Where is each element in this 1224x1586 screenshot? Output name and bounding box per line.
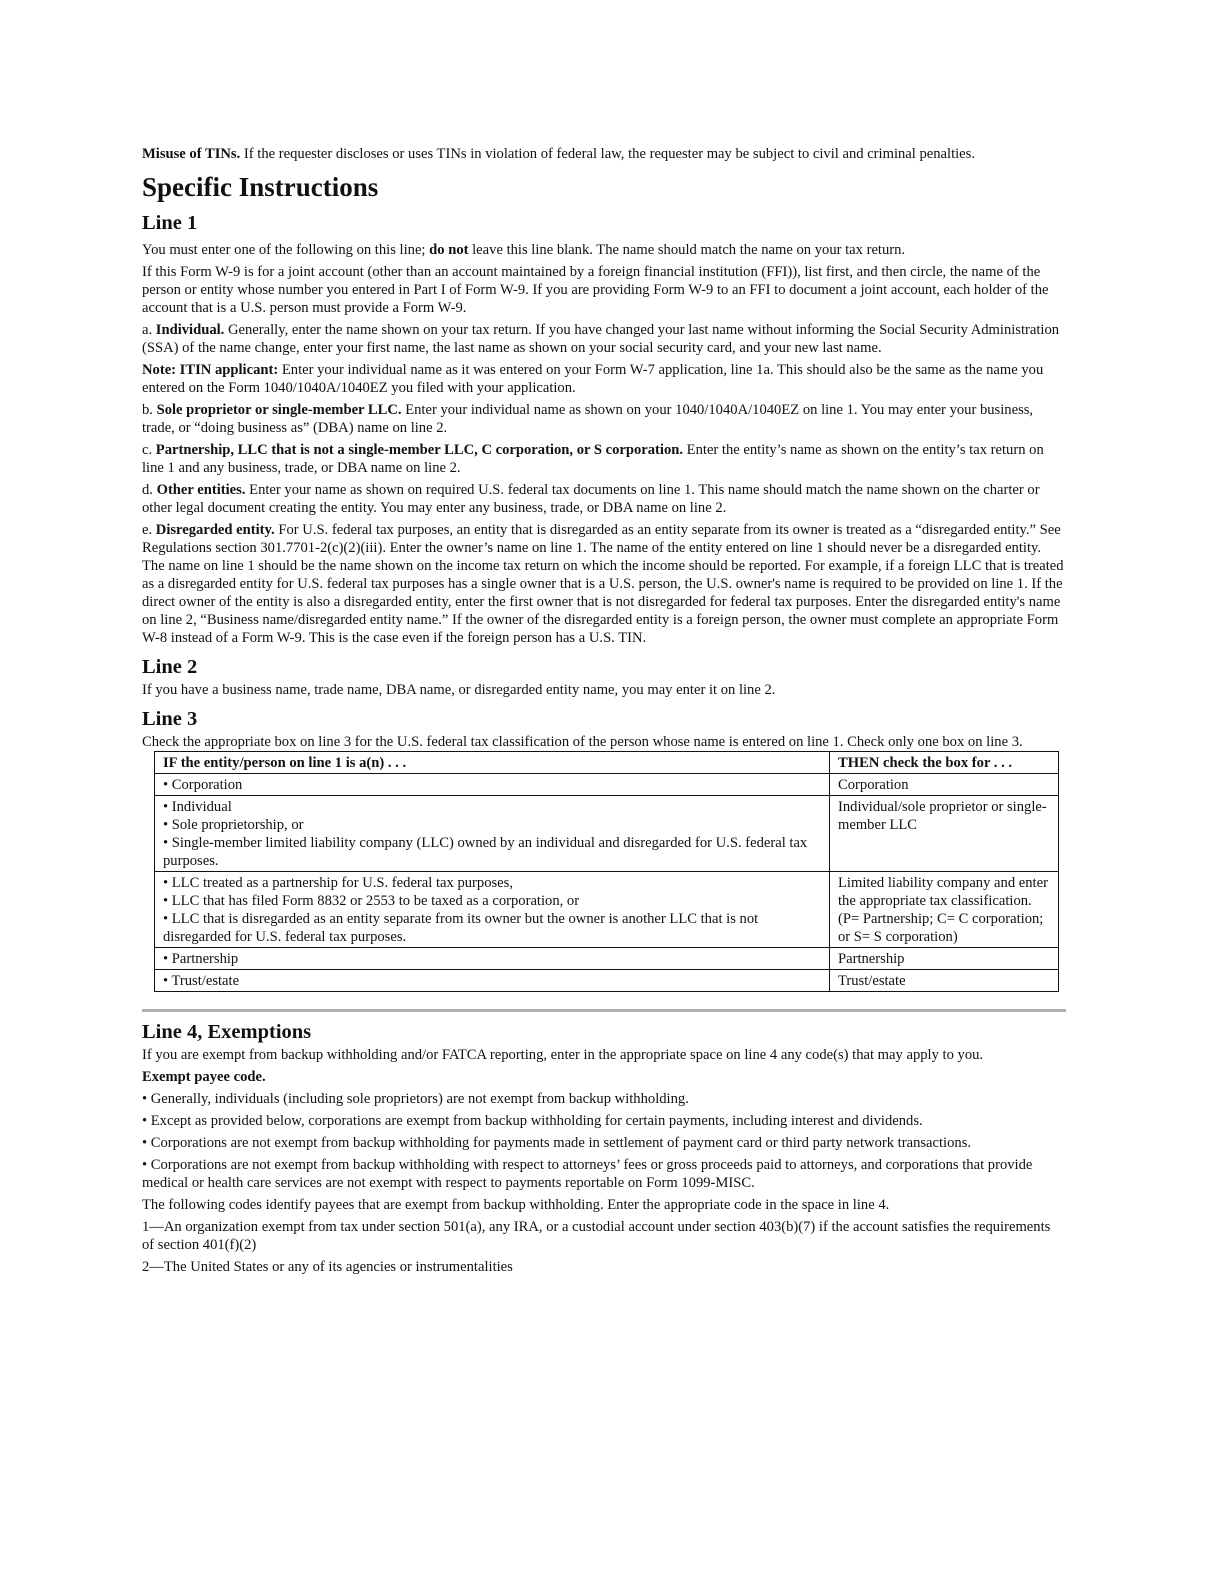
bold-text: do not — [429, 242, 469, 258]
cell-line: • Trust/estate — [163, 973, 240, 989]
table-cell-if — [155, 774, 830, 796]
line1-heading: Line 1 — [142, 212, 198, 234]
cell-line: • Partnership — [163, 951, 239, 967]
exempt-code-item: 2—The United States or any of its agencies or instrumentalities — [142, 1259, 513, 1275]
table-row — [155, 796, 1059, 872]
cell-line: • Corporation — [163, 777, 243, 793]
text: You must enter one of the following on this line; — [142, 242, 430, 258]
table-header-then: THEN check the box for . . . — [830, 752, 1059, 774]
cell-line: • Single-member limited liability company (LLC) owned by an individual and disregarded for U.S. federal tax purposes. — [163, 835, 808, 869]
table-cell-if — [155, 796, 830, 872]
line1-item — [142, 441, 1066, 477]
item-label: Individual. — [155, 322, 225, 338]
item-text: Generally, enter the name shown on your tax return. If you have changed your last name without informing the Social Security Administration (SSA) of the name change, enter your first name, the last name as shown on your social security card, and your new last name. — [142, 322, 1060, 356]
line2-heading: Line 2 — [142, 656, 198, 678]
table-cell-then: Partnership — [830, 948, 1059, 970]
item-label: Disregarded entity. — [155, 522, 275, 538]
line1-item — [142, 321, 1066, 357]
bullet-item: • Generally, individuals (including sole proprietors) are not exempt from backup withholding. — [142, 1091, 689, 1107]
section-divider — [142, 1009, 1066, 1012]
table-row — [155, 948, 1059, 970]
line4-paragraph: If you are exempt from backup withholding and/or FATCA reporting, enter in the appropriate space on line 4 any code(s) that may apply to you. — [142, 1047, 984, 1063]
cell-line: • LLC treated as a partnership for U.S. federal tax purposes, — [163, 875, 513, 891]
exempt-payee-heading — [142, 1068, 1066, 1086]
bullet-item: • Corporations are not exempt from backup withholding for payments made in settlement of payment card or third party network transactions. — [142, 1135, 972, 1151]
misuse-text: If the requester discloses or uses TINs in violation of federal law, the requester may be subject to civil and criminal penalties. — [240, 146, 975, 162]
text: leave this line blank. The name should match the name on your tax return. — [468, 242, 906, 258]
table-header-row — [155, 752, 1059, 774]
table-cell-then: Corporation — [830, 774, 1059, 796]
document-page — [142, 145, 1066, 1280]
bullet-item: • Except as provided below, corporations are exempt from backup withholding for certain payments, including interest and dividends. — [142, 1113, 923, 1129]
misuse-paragraph — [142, 145, 1066, 163]
item-label: Partnership, LLC that is not a single-member LLC, C corporation, or S corporation. — [155, 442, 684, 458]
line1-joint-paragraph: If this Form W-9 is for a joint account (other than an account maintained by a foreign financial institution (FFI)), list first, and then circle, the name of the person or entity whose number you entered in Part I of Form W-9. If you are providing Form W-9 to an FFI to document a joint account, each holder of the account that is a U.S. person must provide a Form W-9. — [142, 264, 1049, 316]
item-label: Other entities. — [156, 482, 246, 498]
table-cell-then: Limited liability company and enter the appropriate tax classification. (P= Partnership; C= C corporation; or S= S corporation) — [830, 872, 1059, 948]
bold-text: Exempt payee code. — [142, 1069, 266, 1085]
table-cell-if — [155, 948, 830, 970]
item-text: For U.S. federal tax purposes, an entity that is disregarded as an entity separate from its owner is treated as a “disregarded entity.” See Regulations section 301.7701-2(c)(2)(iii). Enter the owner’s name on line 1. The name of the entity entered on line 1 should never be a disregarded entity. The name on line 1 should be the name shown on the income tax return on which the income should be reported. For example, if a foreign LLC that is treated as a disregarded entity for U.S. federal tax purposes has a single owner that is a U.S. person, the U.S. owner's name is required to be provided on line 1. If the direct owner of the entity is also a disregarded entity, enter the first owner that is not disregarded for federal tax purposes. Enter the disregarded entity's name on line 2, “Business name/disregarded entity name.” If the owner of the disregarded entity is a foreign person, the owner must complete an appropriate Form W-8 instead of a Form W-9. This is the case even if the foreign person has a U.S. TIN. — [142, 522, 1064, 646]
misuse-label: Misuse of TINs. — [142, 146, 241, 162]
line1-item — [142, 481, 1066, 517]
item-prefix: b. — [142, 402, 157, 418]
item-text: Enter your name as shown on required U.S. federal tax documents on line 1. This name should match the name shown on the charter or other legal document creating the entity. You may enter any business, trade, or DBA name on line 2. — [142, 482, 1040, 516]
item-prefix: a. — [142, 322, 156, 338]
table-cell-then: Individual/sole proprietor or single-member LLC — [830, 796, 1059, 872]
codes-intro: The following codes identify payees that are exempt from backup withholding. Enter the appropriate code in the space in line 4. — [142, 1197, 890, 1213]
exempt-code-item: 1—An organization exempt from tax under section 501(a), any IRA, or a custodial account under section 403(b)(7) if the account satisfies the requirements of section 401(f)(2) — [142, 1219, 1051, 1253]
table-cell-then: Trust/estate — [830, 970, 1059, 992]
line2-paragraph: If you have a business name, trade name, DBA name, or disregarded entity name, you may enter it on line 2. — [142, 682, 776, 698]
line1-items — [142, 321, 1066, 647]
table-row — [155, 970, 1059, 992]
page-title: Specific Instructions — [142, 172, 379, 202]
cell-line: • LLC that has filed Form 8832 or 2553 to be taxed as a corporation, or — [163, 893, 580, 909]
item-text: Enter your individual name as it was entered on your Form W-7 application, line 1a. This should also be the same as the name you entered on the Form 1040/1040A/1040EZ you filed with your application. — [142, 362, 1044, 396]
table-row — [155, 774, 1059, 796]
item-label: Note: ITIN applicant: — [142, 362, 279, 378]
item-text: Enter your individual name as shown on your 1040/1040A/1040EZ on line 1. You may enter your business, trade, or “doing business as” (DBA) name on line 2. — [142, 402, 1034, 436]
line1-item — [142, 361, 1066, 397]
cell-line: • Sole proprietorship, or — [163, 817, 304, 833]
line1-item — [142, 401, 1066, 437]
table-header-if: IF the entity/person on line 1 is a(n) . . . — [155, 752, 830, 774]
exempt-codes — [142, 1218, 1066, 1276]
item-prefix: e. — [142, 522, 156, 538]
table-row — [155, 872, 1059, 948]
line3-heading: Line 3 — [142, 708, 198, 730]
line4-bullets — [142, 1090, 1066, 1192]
table-cell-if — [155, 872, 830, 948]
classification-table — [154, 751, 1059, 992]
bullet-item: • Corporations are not exempt from backup withholding with respect to attorneys’ fees or gross proceeds paid to attorneys, and corporations that provide medical or health care services are not exempt with respect to payments reportable on Form 1099-MISC. — [142, 1157, 1033, 1191]
table-cell-if — [155, 970, 830, 992]
cell-line: • LLC that is disregarded as an entity separate from its owner but the owner is another LLC that is not disregarded for U.S. federal tax purposes. — [163, 911, 759, 945]
cell-line: • Individual — [163, 799, 232, 815]
item-prefix: c. — [142, 442, 156, 458]
line1-paragraph — [142, 241, 1066, 259]
item-prefix: d. — [142, 482, 157, 498]
line1-item — [142, 521, 1066, 647]
item-label: Sole proprietor or single-member LLC. — [156, 402, 402, 418]
line3-paragraph: Check the appropriate box on line 3 for the U.S. federal tax classification of the person whose name is entered on line 1. Check only one box on line 3. — [142, 734, 1023, 750]
item-text: Enter the entity’s name as shown on the entity’s tax return on line 1 and any business, trade, or DBA name on line 2. — [142, 442, 1044, 476]
line4-heading: Line 4, Exemptions — [142, 1021, 312, 1043]
